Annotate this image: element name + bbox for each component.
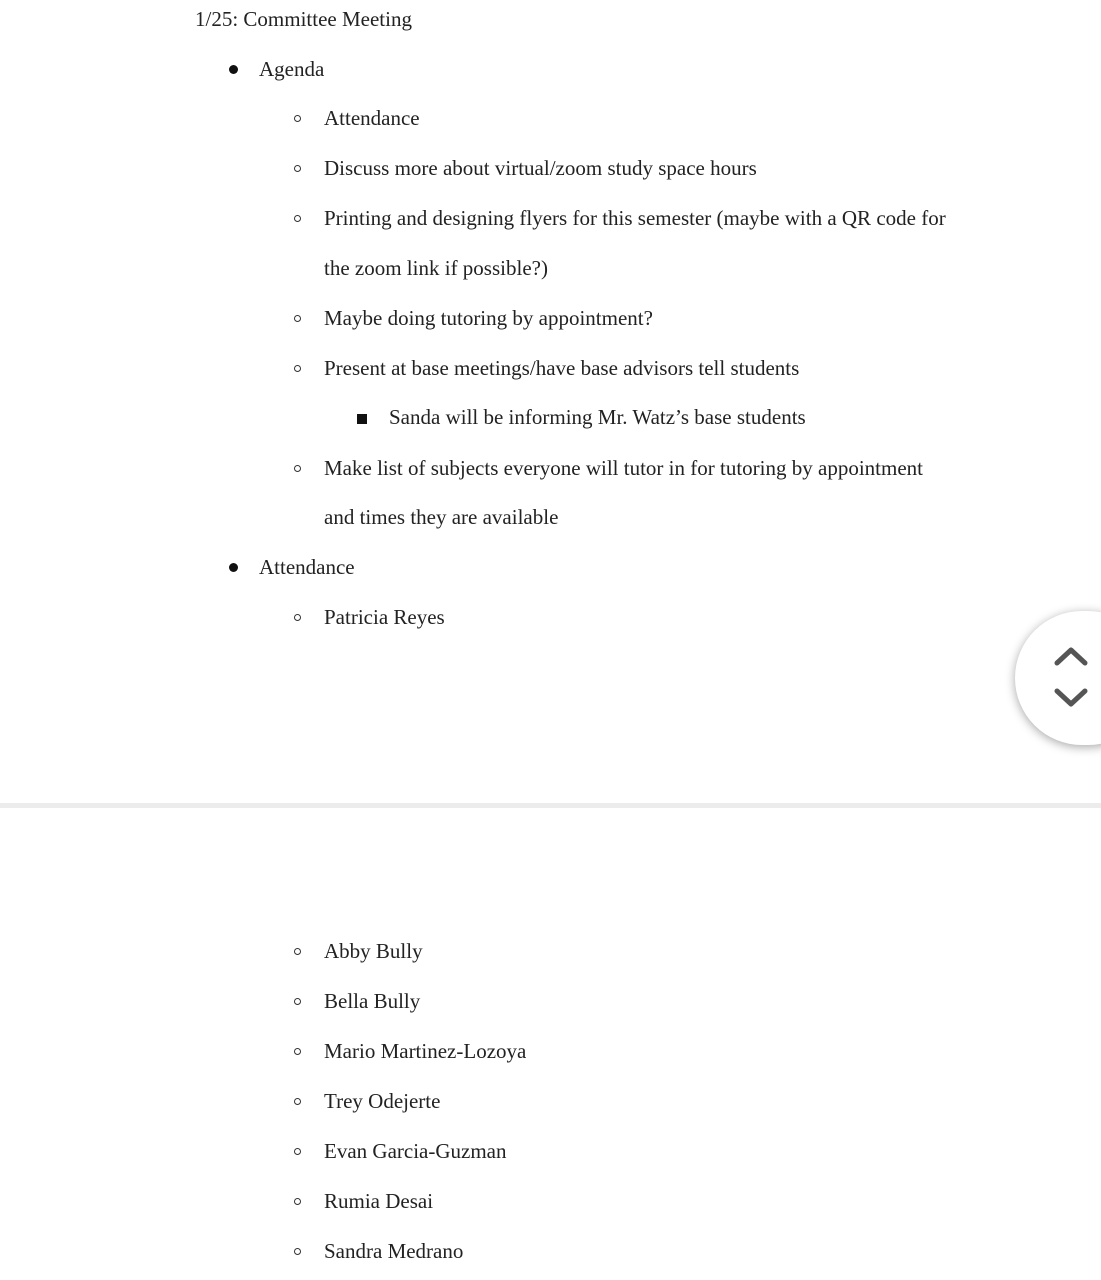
bullet-circle bbox=[294, 948, 301, 955]
attendee: Sandra Medrano bbox=[324, 1239, 464, 1263]
chevron-down-icon[interactable] bbox=[1053, 683, 1089, 713]
bullet-circle bbox=[294, 998, 301, 1005]
attendee: Trey Odejerte bbox=[324, 1089, 441, 1113]
bullet-disc bbox=[229, 563, 238, 572]
bullet-circle bbox=[294, 115, 301, 122]
agenda-item: Printing and designing flyers for this semester (maybe with a QR code for bbox=[324, 206, 946, 230]
bullet-circle bbox=[294, 215, 301, 222]
attendee: Mario Martinez-Lozoya bbox=[324, 1039, 527, 1063]
bullet-circle bbox=[294, 1248, 301, 1255]
agenda-item-continuation: the zoom link if possible?) bbox=[324, 256, 548, 280]
bullet-circle bbox=[294, 1198, 301, 1205]
agenda-item-continuation: and times they are available bbox=[324, 505, 559, 529]
bullet-circle bbox=[294, 465, 301, 472]
bullet-circle bbox=[294, 365, 301, 372]
section-heading-agenda: Agenda bbox=[259, 57, 325, 81]
agenda-item: Maybe doing tutoring by appointment? bbox=[324, 306, 653, 330]
agenda-item: Discuss more about virtual/zoom study space hours bbox=[324, 156, 757, 180]
bullet-circle bbox=[294, 614, 301, 621]
attendee: Abby Bully bbox=[324, 939, 423, 963]
attendee: Rumia Desai bbox=[324, 1189, 434, 1213]
document-page-2 bbox=[0, 808, 1101, 1280]
bullet-circle bbox=[294, 165, 301, 172]
attendee: Bella Bully bbox=[324, 989, 421, 1013]
attendee: Evan Garcia-Guzman bbox=[324, 1139, 507, 1163]
bullet-square bbox=[357, 414, 367, 424]
agenda-subitem: Sanda will be informing Mr. Watz’s base students bbox=[389, 405, 806, 429]
section-heading-attendance: Attendance bbox=[259, 555, 355, 579]
attendee: Patricia Reyes bbox=[324, 605, 445, 629]
bullet-circle bbox=[294, 1148, 301, 1155]
bullet-disc bbox=[229, 65, 238, 74]
bullet-circle bbox=[294, 1048, 301, 1055]
agenda-item: Present at base meetings/have base advisors tell students bbox=[324, 356, 800, 380]
bullet-circle bbox=[294, 1098, 301, 1105]
agenda-item: Attendance bbox=[324, 106, 420, 130]
document-title: 1/25: Committee Meeting bbox=[195, 7, 412, 31]
agenda-item: Make list of subjects everyone will tutor in for tutoring by appointment bbox=[324, 456, 923, 480]
chevron-up-icon[interactable] bbox=[1053, 641, 1089, 671]
bullet-circle bbox=[294, 315, 301, 322]
